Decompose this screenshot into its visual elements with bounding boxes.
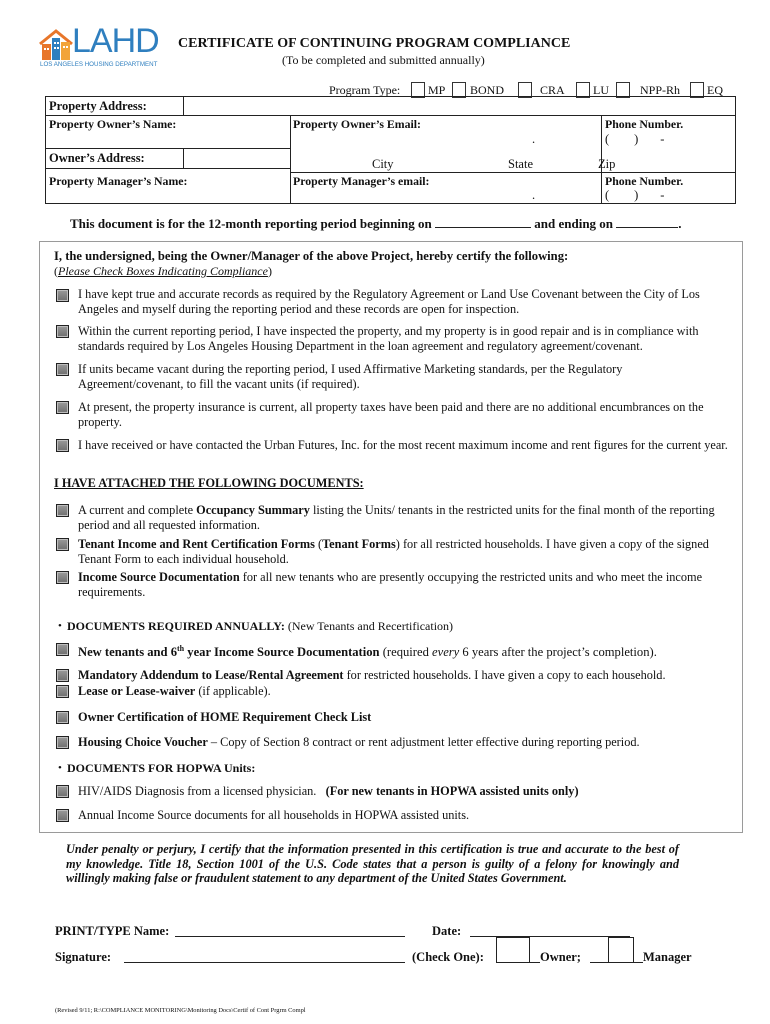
perjury-statement: Under penalty or perjury, I certify that the information presented in this certification is true and accurate to the best of my knowledge. Title 18, Section 1001 of the U.S. Code states that a person is guilty of a felony for knowingly and willingly making false or fraudulent statement to any department of the United States Government. [66,842,679,885]
hopwa-checkbox-1[interactable] [56,785,69,798]
period-middle: and ending on [534,216,614,231]
compliance-checkbox-5[interactable] [56,439,69,452]
print-name-field[interactable] [175,936,405,937]
lahd-logo [38,22,178,70]
zip-label: Zip [598,157,616,171]
annual-checkbox-4[interactable] [56,711,69,724]
hopwa-item-2: Annual Income Source documents for all households in HOPWA assisted units. [78,808,470,822]
check-one-label: (Check One): [412,950,484,964]
reporting-period [70,215,682,232]
owner-label: Owner; [540,950,581,964]
owner-checkbox[interactable] [496,937,530,963]
manager-checkbox[interactable] [608,937,634,963]
period-end-field[interactable] [616,215,678,228]
date-label: Date: [432,924,462,938]
program-type-cra: CRA [540,83,565,97]
annual-heading: DOCUMENTS REQUIRED ANNUALLY: (New Tenants and Recertification) [67,619,454,633]
annual-checkbox-2[interactable] [56,669,69,682]
revision-footer: (Revised 9/11; R:\COMPLIANCE MONITORING\Monitoring Docs\Certif of Cont Prgrm Compl [55,1007,306,1014]
annual-item-3: Lease or Lease-waiver (if applicable). [78,684,271,698]
owner-address-input[interactable] [185,149,289,167]
program-type-label: Program Type: [329,83,401,97]
phone-format-2: ( ) - [605,188,665,202]
attached-item-1: A current and complete Occupancy Summary listing the Units/ tenants in the restricted units for the final month of the reporting period and all requested information. [78,503,715,532]
phone-format-1: ( ) - [605,132,665,146]
period-end: . [678,216,682,231]
owner-email-label: Property Owner’s Email: [293,117,421,131]
bullet-icon: • [58,620,62,632]
program-type-mp: MP [428,83,446,97]
compliance-item-4: At present, the property insurance is current, all property taxes have been paid and there are no additional encumbrances on the property. [78,400,704,429]
manager-name-label: Property Manager’s Name: [49,174,188,188]
annual-item-5: Housing Choice Voucher – Copy of Section 8 contract or rent adjustment letter effective during reporting period. [78,735,640,749]
dot-1: . [532,132,536,146]
city-label: City [372,157,394,171]
compliance-item-2: Within the current reporting period, I have inspected the property, and my property is in good repair and is in compliance with standards required by Los Angeles Housing Department in the loan agreement and regulatory agreement/covenant. [78,324,699,353]
logo-subtitle: LOS ANGELES HOUSING DEPARTMENT [40,61,158,68]
hopwa-heading: DOCUMENTS FOR HOPWA Units: [67,761,256,775]
compliance-checkbox-3[interactable] [56,363,69,376]
attached-item-2: Tenant Income and Rent Certification Forms (Tenant Forms) for all restricted households. I have given a copy of the signed Tenant Form to each individual household. [78,537,709,566]
print-name-label: PRINT/TYPE Name: [55,924,170,938]
dot-2: . [532,188,536,202]
annual-checkbox-1[interactable] [56,643,69,656]
compliance-item-3: If units became vacant during the reporting period, I used Affirmative Marketing standards, per the Regulatory Agreement/covenant, to fill the vacant units (if required). [78,362,623,391]
program-type-eq: EQ [707,83,723,97]
owner-line [528,962,540,963]
annual-item-1: New tenants and 6th year Income Source Documentation (required every 6 years after the project’s completion). [78,644,657,660]
date-field[interactable] [470,936,630,937]
compliance-item-1: I have kept true and accurate records as required by the Regulatory Agreement or Land Use Covenant between the City of Los Angeles and myself during the reporting period and these records are open for inspection. [78,287,700,316]
attached-item-3: Income Source Documentation for all new tenants who are presently occupying the restricted units and who meet the income requirements. [78,570,703,599]
phone-number-label-1: Phone Number. [605,117,684,131]
manager-label: Manager [643,950,692,964]
signature-field[interactable] [124,962,405,963]
phone-number-label-2: Phone Number. [605,174,684,188]
compliance-item-5: I have received or have contacted the Urban Futures, Inc. for the most recent maximum income and rent figures for the current year. [78,438,728,452]
property-info-table [45,96,736,204]
certify-instruction-text: Please Check Boxes Indicating Compliance [58,264,268,278]
manager-email-label: Property Manager’s email: [293,174,430,188]
attached-heading: I HAVE ATTACHED THE FOLLOWING DOCUMENTS: [54,476,364,490]
property-address-input[interactable] [185,97,734,115]
annual-item-4: Owner Certification of HOME Requirement Check List [78,710,372,724]
owner-address-label: Owner’s Address: [49,151,145,165]
certify-instruction: (Please Check Boxes Indicating Compliance) [54,264,272,278]
compliance-checkbox-1[interactable] [56,289,69,302]
program-type-lu: LU [593,83,609,97]
owner-name-label: Property Owner’s Name: [49,117,177,131]
property-address-label: Property Address: [49,99,147,113]
attached-checkbox-2[interactable] [56,538,69,551]
annual-checkbox-3[interactable] [56,685,69,698]
state-label: State [508,157,533,171]
program-type-bond: BOND [470,83,505,97]
hopwa-checkbox-2[interactable] [56,809,69,822]
hopwa-item-1: HIV/AIDS Diagnosis from a licensed physician. (For new tenants in HOPWA assisted units only) [78,784,579,798]
building-icon [38,28,74,62]
signature-label: Signature: [55,950,112,964]
bullet-icon: • [58,762,62,774]
certify-heading: I, the undersigned, being the Owner/Manager of the above Project, hereby certify the following: [54,249,569,263]
manager-line-left [590,962,608,963]
annual-checkbox-5[interactable] [56,736,69,749]
program-type-npp-rh: NPP-Rh [640,83,681,97]
annual-item-2: Mandatory Addendum to Lease/Rental Agreement for restricted households. I have given a copy to each household. [78,668,666,682]
page-title: CERTIFICATE OF CONTINUING PROGRAM COMPLIANCE [178,36,571,51]
compliance-checkbox-4[interactable] [56,401,69,414]
period-prefix: This document is for the 12-month reporting period beginning on [70,216,432,231]
attached-checkbox-3[interactable] [56,571,69,584]
page-subtitle: (To be completed and submitted annually) [282,53,485,67]
compliance-checkbox-2[interactable] [56,325,69,338]
manager-line-right [633,962,643,963]
attached-checkbox-1[interactable] [56,504,69,517]
period-start-field[interactable] [435,215,531,228]
logo-wordmark: LAHD [72,22,159,60]
